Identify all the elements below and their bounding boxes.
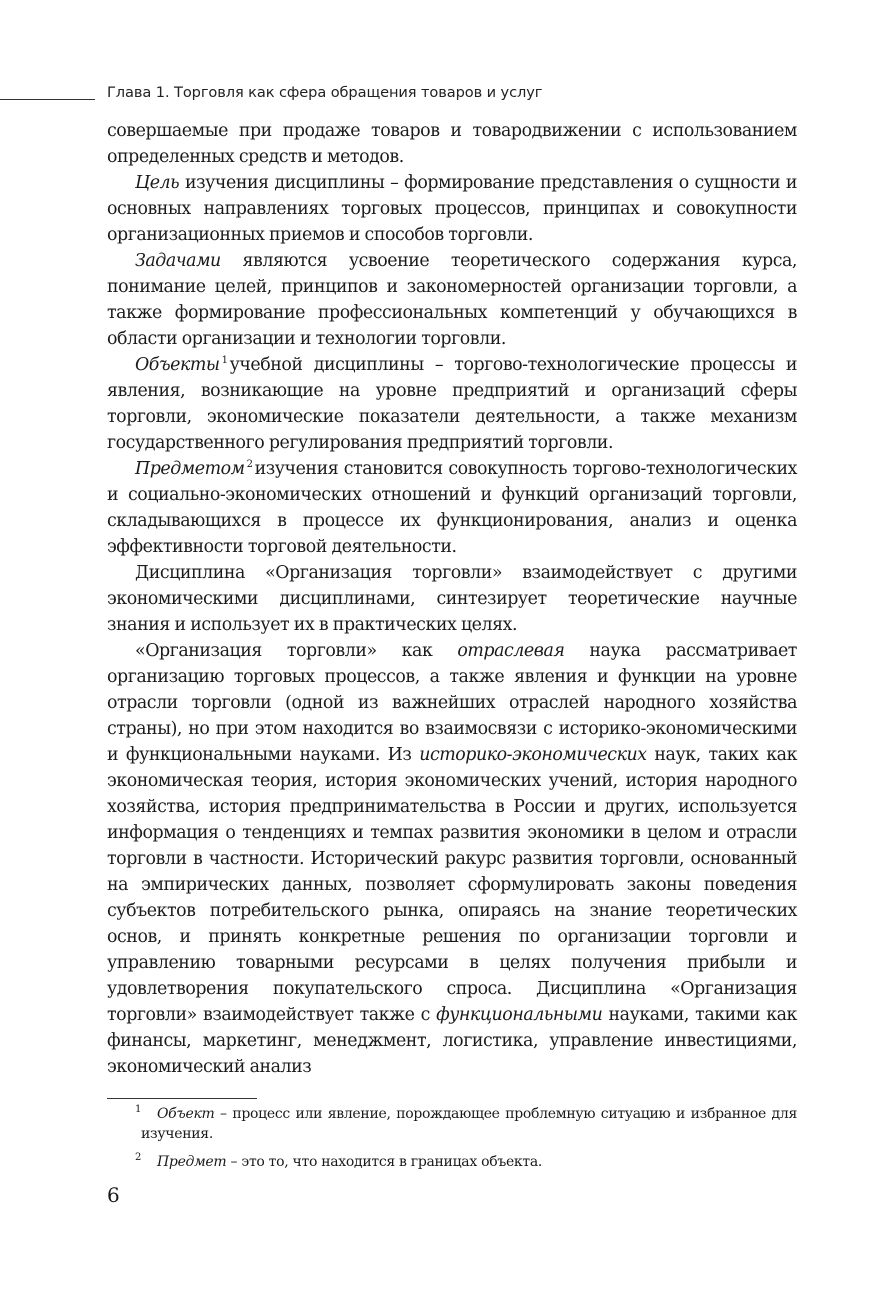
footnote-1-term: Объект: [157, 1106, 215, 1122]
footnote-ref-2[interactable]: 2: [246, 459, 253, 470]
footnote-1: [107, 1104, 797, 1144]
paragraph-6-part3: наук, таких как экономическая теория, история экономических учений, история народного хозяйства, история предпринимательства в России и других, используется информация о тенденциях и темпах развития экономики в целом и отрасли торговли в частности. Исторический ракурс развития торговли, основанный на эмпирических данных, позволяет сформулировать законы поведения субъектов потребительского рынка, опираясь на знание теоретических основ, и принять конкретные решения по организации торговли и управлению товарными ресурсами в целях получения прибыли и удовлетворения покупательского спроса. Дисциплина «Организация торговли» взаимодействует также с: [107, 745, 797, 1025]
footnote-2-number: 2: [135, 1152, 142, 1163]
paragraph-0-text: совершаемые при продаже товаров и товародвижении с использованием определенных средств и методов.: [107, 121, 797, 167]
footnote-ref-1[interactable]: 1: [221, 355, 228, 366]
paragraph-1-text: изучения дисциплины – формирование представления о сущности и основных направлениях торговых процессов, принципах и совокупности организационных приемов и способов торговли.: [107, 173, 797, 245]
footnote-2: [107, 1152, 797, 1172]
footnote-2-text: – это то, что находится в границах объекта.: [226, 1154, 543, 1170]
footnote-1-text: – процесс или явление, порождающее проблемную ситуацию и избранное для изучения.: [141, 1106, 797, 1142]
paragraph-6: [107, 638, 797, 1080]
footnote-2-term: Предмет: [157, 1154, 227, 1170]
paragraph-2: [107, 248, 797, 352]
paragraph-6-part4: науками, такими как финансы, маркетинг, менеджмент, логистика, управление инвестициями, экономический анализ: [107, 1005, 797, 1077]
footnote-rule: [107, 1098, 257, 1099]
paragraph-4-lead: Предметом: [135, 459, 245, 479]
running-head: [0, 80, 886, 110]
paragraph-4: [107, 456, 797, 560]
running-title: Глава 1. Торговля как сфера обращения товаров и услуг: [107, 84, 543, 101]
paragraph-3: [107, 352, 797, 456]
paragraph-6-em2: историко-экономических: [419, 745, 647, 765]
paragraph-6-em1: отраслевая: [457, 641, 565, 661]
page-number: 6: [107, 1183, 120, 1207]
header-rule: [0, 99, 95, 100]
paragraph-3-lead: Объекты: [135, 355, 220, 375]
paragraph-2-lead: Задачами: [135, 251, 221, 271]
paragraph-5: [107, 560, 797, 638]
paragraph-5-text: Дисциплина «Организация торговли» взаимодействует с другими экономическими дисциплинами, синтезирует теоретические научные знания и использует их в практических целях.: [107, 563, 797, 635]
body-text: [107, 118, 797, 1080]
footnote-2-body: [135, 1152, 797, 1172]
paragraph-0: [107, 118, 797, 170]
paragraph-6-part2: наука рассматривает организацию торговых процессов, а также явления и функции на уровне отрасли торговли (одной из важнейших отраслей народного хозяйства страны), но при этом находится во взаимосвязи с историко-экономическими и функциональными науками. Из: [107, 641, 797, 765]
paragraph-2-text: являются усвоение теоретического содержания курса, понимание целей, принципов и закономерностей организации торговли, а также формирование профессиональных компетенций у обучающихся в области организации и технологии торговли.: [107, 251, 797, 349]
footnotes: [107, 1104, 797, 1180]
paragraph-1-lead: Цель: [135, 173, 180, 193]
paragraph-3-text: учебной дисциплины – торгово-технологические процессы и явления, возникающие на уровне предприятий и организаций сферы торговли, экономические показатели деятельности, а также механизм государственного регулирования предприятий торговли.: [107, 355, 797, 453]
footnote-1-body: [135, 1104, 797, 1144]
paragraph-6-part1: «Организация торговли» как: [135, 641, 458, 661]
paragraph-6-em3: функциональными: [436, 1005, 603, 1025]
paragraph-4-text: изучения становится совокупность торгово-технологических и социально-экономических отношений и функций организаций торговли, складывающихся в процессе их функционирования, анализ и оценка эффективности торговой деятельности.: [107, 459, 797, 557]
footnote-1-number: 1: [135, 1104, 142, 1115]
paragraph-1: [107, 170, 797, 248]
